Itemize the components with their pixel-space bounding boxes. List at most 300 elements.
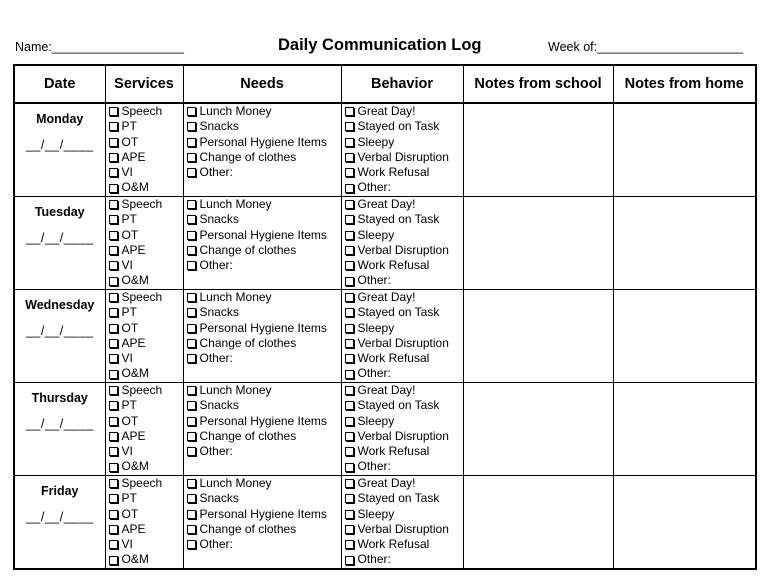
behavior-option[interactable] (345, 243, 463, 258)
service-option-label: PT (121, 212, 137, 227)
date-blank[interactable]: __/__/____ (25, 324, 94, 338)
service-cell (105, 383, 183, 476)
need-option[interactable] (187, 522, 341, 537)
behavior-option[interactable] (345, 507, 463, 522)
checkbox-icon[interactable] (345, 432, 354, 441)
service-option[interactable] (109, 135, 183, 150)
notes-from-home-cell[interactable] (613, 290, 756, 383)
checkbox-icon[interactable] (187, 479, 196, 488)
behavior-option-label: Verbal Disruption (357, 149, 449, 164)
need-option-label: Lunch Money (199, 290, 272, 304)
behavior-option[interactable] (345, 305, 463, 320)
behavior-cell (341, 383, 463, 476)
service-option[interactable] (109, 197, 183, 212)
checkbox-icon[interactable] (109, 463, 118, 472)
checkbox-icon[interactable] (109, 354, 118, 363)
service-option-label: OT (121, 413, 139, 428)
checkbox-icon[interactable] (187, 540, 196, 549)
checkbox-icon[interactable] (187, 447, 196, 456)
checkbox-icon[interactable] (345, 153, 354, 162)
checkbox-icon[interactable] (345, 138, 354, 147)
behavior-checklist (342, 383, 463, 475)
notes-from-school-cell[interactable] (463, 290, 613, 383)
service-option-label: O&M (121, 180, 149, 195)
service-option[interactable] (109, 273, 183, 288)
behavior-option[interactable] (345, 476, 463, 491)
checkbox-icon[interactable] (345, 324, 354, 333)
week-of-field-label: Week of:_____________________ (548, 40, 744, 54)
service-option[interactable] (109, 507, 183, 522)
need-checklist (184, 476, 341, 552)
need-option-label: Snacks (199, 491, 239, 506)
need-option-label: Snacks (199, 305, 239, 320)
checkbox-icon[interactable] (109, 401, 118, 410)
service-option[interactable] (109, 459, 183, 474)
need-option[interactable] (187, 212, 341, 227)
behavior-checklist (342, 197, 463, 289)
checkbox-icon[interactable] (187, 138, 196, 147)
behavior-option[interactable] (345, 366, 463, 381)
date-blank[interactable]: __/__/____ (25, 138, 94, 152)
need-cell (183, 383, 341, 476)
need-option-label: Snacks (199, 212, 239, 227)
checkbox-icon[interactable] (109, 293, 118, 302)
checkbox-icon[interactable] (109, 432, 118, 441)
checkbox-icon[interactable] (109, 308, 118, 317)
service-cell (105, 476, 183, 570)
service-cell (105, 197, 183, 290)
service-option-label: Speech (121, 290, 163, 304)
checkbox-icon[interactable] (109, 339, 118, 348)
date-cell (14, 476, 105, 570)
behavior-cell (341, 197, 463, 290)
service-option-label: O&M (121, 459, 149, 474)
checkbox-icon[interactable] (187, 293, 196, 302)
checkbox-icon[interactable] (187, 168, 196, 177)
behavior-option[interactable] (345, 165, 463, 180)
behavior-option[interactable] (345, 444, 463, 459)
behavior-option[interactable] (345, 351, 463, 366)
notes-from-home-cell[interactable] (613, 476, 756, 570)
behavior-option-label: Stayed on Task (357, 491, 440, 506)
service-checklist (106, 476, 183, 568)
service-option[interactable] (109, 491, 183, 506)
checkbox-icon[interactable] (345, 525, 354, 534)
table-header-row (14, 65, 756, 103)
checkbox-icon[interactable] (345, 354, 354, 363)
need-option[interactable] (187, 135, 341, 150)
need-option[interactable] (187, 243, 341, 258)
column-header: Notes from school (463, 65, 613, 103)
need-option-label: Personal Hygiene Items (199, 134, 327, 149)
checkbox-icon[interactable] (109, 231, 118, 240)
service-option[interactable] (109, 398, 183, 413)
checkbox-icon[interactable] (345, 370, 354, 379)
behavior-option[interactable] (345, 258, 463, 273)
behavior-option-label: Great Day! (357, 383, 416, 397)
behavior-option[interactable] (345, 537, 463, 552)
behavior-option[interactable] (345, 429, 463, 444)
date-blank[interactable]: __/__/____ (25, 231, 94, 245)
need-option-label: Lunch Money (199, 197, 272, 211)
service-option[interactable] (109, 321, 183, 336)
need-option[interactable] (187, 444, 341, 459)
checkbox-icon[interactable] (345, 168, 354, 177)
behavior-option-label: Great Day! (357, 197, 416, 211)
need-checklist (184, 197, 341, 273)
checkbox-icon[interactable] (345, 510, 354, 519)
checkbox-icon[interactable] (187, 246, 196, 255)
date-blank[interactable]: __/__/____ (25, 417, 94, 431)
behavior-option[interactable] (345, 459, 463, 474)
service-option[interactable] (109, 165, 183, 180)
service-option[interactable] (109, 104, 183, 119)
service-option[interactable] (109, 336, 183, 351)
need-option[interactable] (187, 165, 341, 180)
need-cell (183, 476, 341, 570)
behavior-option-label: Other: (357, 273, 391, 288)
checkbox-icon[interactable] (109, 494, 118, 503)
need-checklist (184, 290, 341, 366)
checkbox-icon[interactable] (109, 261, 118, 270)
service-checklist (106, 197, 183, 289)
service-option[interactable] (109, 429, 183, 444)
column-header: Behavior (341, 65, 463, 103)
behavior-option[interactable] (345, 522, 463, 537)
checkbox-icon[interactable] (345, 417, 354, 426)
service-option-label: VI (121, 351, 133, 366)
checkbox-icon[interactable] (187, 494, 196, 503)
service-option-label: OT (121, 134, 139, 149)
behavior-option[interactable] (345, 197, 463, 212)
behavior-option-label: Work Refusal (357, 444, 430, 459)
need-option[interactable] (187, 507, 341, 522)
service-cell (105, 103, 183, 197)
need-option-label: Snacks (199, 119, 239, 134)
service-option-label: PT (121, 119, 137, 134)
behavior-option-label: Sleepy (357, 227, 395, 242)
need-option[interactable] (187, 228, 341, 243)
need-option-label: Change of clothes (199, 335, 297, 350)
date-blank[interactable]: __/__/____ (25, 510, 94, 524)
need-option-label: Lunch Money (199, 476, 272, 490)
need-option[interactable] (187, 305, 341, 320)
checkbox-icon[interactable] (345, 215, 354, 224)
service-option-label: PT (121, 305, 137, 320)
behavior-option-label: Verbal Disruption (357, 428, 449, 443)
checkbox-icon[interactable] (109, 122, 118, 131)
table-row (14, 197, 756, 290)
checkbox-icon[interactable] (187, 324, 196, 333)
checkbox-icon[interactable] (345, 463, 354, 472)
checkbox-icon[interactable] (109, 153, 118, 162)
communication-log-table (13, 64, 757, 570)
checkbox-icon[interactable] (187, 308, 196, 317)
service-option[interactable] (109, 228, 183, 243)
service-option-label: APE (121, 335, 146, 350)
day-name: Friday (40, 484, 79, 498)
service-checklist (106, 104, 183, 196)
day-name: Thursday (31, 391, 88, 405)
checkbox-icon[interactable] (187, 510, 196, 519)
need-option[interactable] (187, 290, 341, 305)
behavior-option[interactable] (345, 212, 463, 227)
service-option[interactable] (109, 212, 183, 227)
service-option-label: VI (121, 165, 133, 180)
behavior-option[interactable] (345, 414, 463, 429)
behavior-option[interactable] (345, 290, 463, 305)
need-option[interactable] (187, 150, 341, 165)
checkbox-icon[interactable] (187, 261, 196, 270)
service-checklist (106, 290, 183, 382)
checkbox-icon[interactable] (109, 246, 118, 255)
need-option[interactable] (187, 336, 341, 351)
checkbox-icon[interactable] (345, 494, 354, 503)
page-title: Daily Communication Log (278, 36, 482, 54)
service-option-label: APE (121, 521, 146, 536)
behavior-option[interactable] (345, 552, 463, 567)
checkbox-icon[interactable] (345, 308, 354, 317)
behavior-cell (341, 290, 463, 383)
need-option[interactable] (187, 197, 341, 212)
checkbox-icon[interactable] (345, 556, 354, 565)
column-header: Date (14, 65, 105, 103)
service-option-label: Speech (121, 476, 163, 490)
need-option[interactable] (187, 351, 341, 366)
notes-from-school-cell[interactable] (463, 476, 613, 570)
service-option[interactable] (109, 258, 183, 273)
need-option-label: Snacks (199, 398, 239, 413)
notes-from-home-cell[interactable] (613, 103, 756, 197)
checkbox-icon[interactable] (109, 540, 118, 549)
need-cell (183, 103, 341, 197)
checkbox-icon[interactable] (345, 339, 354, 348)
log-header (15, 36, 755, 60)
need-checklist (184, 104, 341, 180)
checkbox-icon[interactable] (109, 107, 118, 116)
checkbox-icon[interactable] (109, 386, 118, 395)
need-option[interactable] (187, 321, 341, 336)
need-cell (183, 197, 341, 290)
checkbox-icon[interactable] (187, 122, 196, 131)
checkbox-icon[interactable] (109, 556, 118, 565)
table-row (14, 383, 756, 476)
checkbox-icon[interactable] (187, 339, 196, 348)
service-option-label: APE (121, 242, 146, 257)
checkbox-icon[interactable] (345, 540, 354, 549)
day-name: Tuesday (34, 205, 85, 219)
date-cell (14, 383, 105, 476)
service-option-label: APE (121, 428, 146, 443)
checkbox-icon[interactable] (187, 525, 196, 534)
need-option-label: Change of clothes (199, 242, 297, 257)
checkbox-icon[interactable] (187, 153, 196, 162)
service-option[interactable] (109, 444, 183, 459)
checkbox-icon[interactable] (345, 246, 354, 255)
notes-from-school-cell[interactable] (463, 103, 613, 197)
behavior-option[interactable] (345, 321, 463, 336)
service-option-label: OT (121, 320, 139, 335)
behavior-option[interactable] (345, 336, 463, 351)
behavior-option[interactable] (345, 273, 463, 288)
need-option[interactable] (187, 119, 341, 134)
date-cell (14, 197, 105, 290)
checkbox-icon[interactable] (109, 525, 118, 534)
service-option[interactable] (109, 290, 183, 305)
notes-from-school-cell[interactable] (463, 383, 613, 476)
checkbox-icon[interactable] (187, 354, 196, 363)
need-cell (183, 290, 341, 383)
checkbox-icon[interactable] (187, 386, 196, 395)
checkbox-icon[interactable] (345, 107, 354, 116)
behavior-option-label: Work Refusal (357, 351, 430, 366)
behavior-option-label: Sleepy (357, 506, 395, 521)
behavior-option[interactable] (345, 398, 463, 413)
behavior-option-label: Other: (357, 180, 391, 195)
checkbox-icon[interactable] (345, 401, 354, 410)
checkbox-icon[interactable] (345, 386, 354, 395)
column-header: Services (105, 65, 183, 103)
need-option-label: Personal Hygiene Items (199, 227, 327, 242)
behavior-option-label: Other: (357, 552, 391, 567)
need-option[interactable] (187, 258, 341, 273)
table-row (14, 103, 756, 197)
service-option-label: OT (121, 227, 139, 242)
table-row (14, 290, 756, 383)
need-option-label: Change of clothes (199, 428, 297, 443)
column-header: Needs (183, 65, 341, 103)
service-option[interactable] (109, 522, 183, 537)
behavior-option[interactable] (345, 135, 463, 150)
notes-from-home-cell[interactable] (613, 197, 756, 290)
need-option[interactable] (187, 104, 341, 119)
need-option-label: Personal Hygiene Items (199, 413, 327, 428)
service-option[interactable] (109, 351, 183, 366)
day-name: Monday (36, 112, 84, 126)
behavior-option-label: Great Day! (357, 290, 416, 304)
service-option[interactable] (109, 180, 183, 195)
behavior-option[interactable] (345, 383, 463, 398)
service-option[interactable] (109, 414, 183, 429)
service-option[interactable] (109, 243, 183, 258)
checkbox-icon[interactable] (109, 168, 118, 177)
service-option-label: O&M (121, 552, 149, 567)
checkbox-icon[interactable] (109, 324, 118, 333)
need-option-label: Other: (199, 444, 233, 459)
need-option[interactable] (187, 429, 341, 444)
checkbox-icon[interactable] (345, 200, 354, 209)
checkbox-icon[interactable] (187, 231, 196, 240)
behavior-cell (341, 476, 463, 570)
checkbox-icon[interactable] (345, 122, 354, 131)
checkbox-icon[interactable] (109, 417, 118, 426)
checkbox-icon[interactable] (187, 215, 196, 224)
behavior-option-label: Work Refusal (357, 537, 430, 552)
behavior-option-label: Great Day! (357, 104, 416, 118)
need-option-label: Other: (199, 165, 233, 180)
behavior-option-label: Great Day! (357, 476, 416, 490)
service-option[interactable] (109, 305, 183, 320)
service-option[interactable] (109, 552, 183, 567)
checkbox-icon[interactable] (109, 479, 118, 488)
checkbox-icon[interactable] (345, 293, 354, 302)
service-option[interactable] (109, 119, 183, 134)
behavior-cell (341, 103, 463, 197)
need-option[interactable] (187, 491, 341, 506)
date-cell (14, 103, 105, 197)
checkbox-icon[interactable] (345, 277, 354, 286)
behavior-option-label: Other: (357, 366, 391, 381)
need-option[interactable] (187, 414, 341, 429)
checkbox-icon[interactable] (109, 277, 118, 286)
behavior-option[interactable] (345, 119, 463, 134)
need-option[interactable] (187, 383, 341, 398)
behavior-option[interactable] (345, 150, 463, 165)
service-option-label: VI (121, 444, 133, 459)
service-option[interactable] (109, 537, 183, 552)
service-option-label: OT (121, 506, 139, 521)
behavior-option[interactable] (345, 228, 463, 243)
need-option-label: Personal Hygiene Items (199, 506, 327, 521)
checkbox-icon[interactable] (187, 417, 196, 426)
checkbox-icon[interactable] (109, 510, 118, 519)
behavior-option-label: Verbal Disruption (357, 242, 449, 257)
service-option-label: PT (121, 491, 137, 506)
need-option[interactable] (187, 398, 341, 413)
service-option-label: PT (121, 398, 137, 413)
behavior-option-label: Sleepy (357, 413, 395, 428)
need-checklist (184, 383, 341, 459)
behavior-option[interactable] (345, 491, 463, 506)
checkbox-icon[interactable] (187, 107, 196, 116)
service-option[interactable] (109, 366, 183, 381)
service-option-label: Speech (121, 197, 163, 211)
checkbox-icon[interactable] (345, 447, 354, 456)
need-option[interactable] (187, 476, 341, 491)
notes-from-school-cell[interactable] (463, 197, 613, 290)
checkbox-icon[interactable] (345, 231, 354, 240)
need-option[interactable] (187, 537, 341, 552)
checkbox-icon[interactable] (109, 447, 118, 456)
service-option[interactable] (109, 476, 183, 491)
service-option[interactable] (109, 150, 183, 165)
table-row (14, 476, 756, 570)
behavior-option[interactable] (345, 104, 463, 119)
checkbox-icon[interactable] (187, 401, 196, 410)
behavior-option-label: Work Refusal (357, 165, 430, 180)
checkbox-icon[interactable] (187, 200, 196, 209)
checkbox-icon[interactable] (109, 200, 118, 209)
behavior-option-label: Work Refusal (357, 258, 430, 273)
service-option-label: VI (121, 537, 133, 552)
behavior-option-label: Other: (357, 459, 391, 474)
service-option[interactable] (109, 383, 183, 398)
name-field-label: Name:___________________ (15, 40, 184, 54)
need-option-label: Other: (199, 537, 233, 552)
checkbox-icon[interactable] (109, 215, 118, 224)
behavior-option-label: Stayed on Task (357, 398, 440, 413)
checkbox-icon[interactable] (187, 432, 196, 441)
checkbox-icon[interactable] (109, 138, 118, 147)
checkbox-icon[interactable] (345, 479, 354, 488)
notes-from-home-cell[interactable] (613, 383, 756, 476)
checkbox-icon[interactable] (109, 370, 118, 379)
checkbox-icon[interactable] (345, 261, 354, 270)
behavior-option[interactable] (345, 180, 463, 195)
need-option-label: Lunch Money (199, 104, 272, 118)
checkbox-icon[interactable] (109, 184, 118, 193)
checkbox-icon[interactable] (345, 184, 354, 193)
